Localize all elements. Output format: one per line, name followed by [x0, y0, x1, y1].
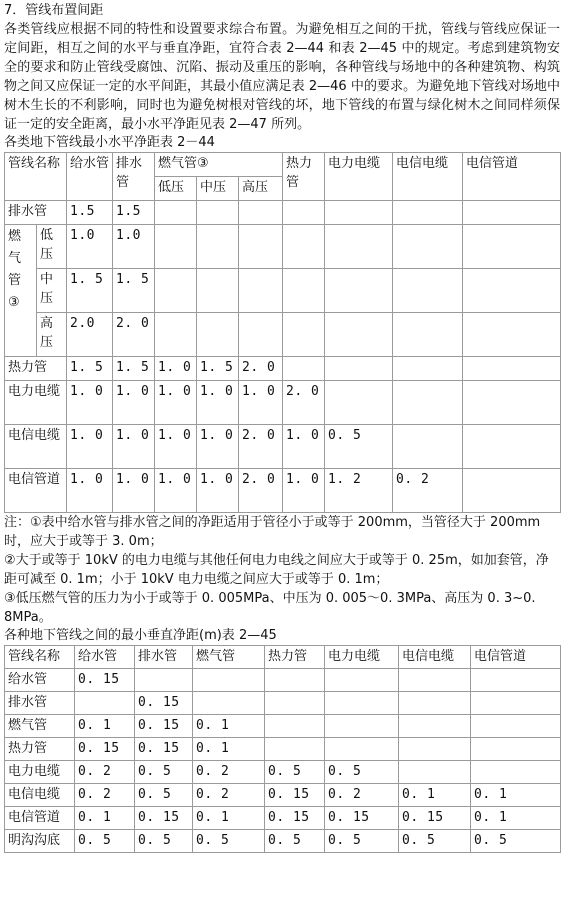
gas-group-char: 气	[8, 251, 22, 266]
gas-group-char: 管	[8, 273, 22, 288]
cell: 1. 5	[67, 269, 113, 313]
header-cell: 电信管道	[471, 646, 561, 669]
cell: 0. 2	[75, 761, 135, 784]
cell: 0. 1	[471, 784, 561, 807]
cell	[399, 715, 471, 738]
row-label: 电信管道	[5, 469, 67, 513]
cell	[399, 669, 471, 692]
header-gas-mid: 中压	[197, 177, 239, 201]
cell	[393, 313, 463, 357]
cell: 0. 15	[399, 807, 471, 830]
cell	[463, 313, 561, 357]
table-row	[5, 761, 561, 784]
cell: 0. 15	[75, 738, 135, 761]
row-label: 电信电缆	[5, 784, 75, 807]
table-row	[5, 469, 561, 513]
cell	[193, 692, 265, 715]
cell	[471, 738, 561, 761]
cell	[463, 357, 561, 381]
cell	[325, 715, 399, 738]
cell	[325, 201, 393, 225]
cell: 0. 2	[393, 469, 463, 513]
cell: 2. 0	[239, 425, 283, 469]
cell	[399, 692, 471, 715]
cell: 0. 5	[75, 830, 135, 853]
cell	[399, 738, 471, 761]
cell: 0. 5	[265, 830, 325, 853]
cell: 0. 15	[265, 807, 325, 830]
cell	[197, 225, 239, 269]
cell: 0. 5	[193, 830, 265, 853]
header-cell: 排水管	[135, 646, 193, 669]
cell	[325, 381, 393, 425]
cell: 0. 15	[135, 807, 193, 830]
header-heat: 热力管	[283, 153, 325, 201]
cell: 0. 15	[135, 692, 193, 715]
table-row	[5, 357, 561, 381]
cell: 1. 0	[155, 425, 197, 469]
cell: 0. 1	[399, 784, 471, 807]
gas-group-char: ③	[8, 295, 20, 310]
cell	[155, 269, 197, 313]
header-cell: 电力电缆	[325, 646, 399, 669]
header-cell: 给水管	[75, 646, 135, 669]
cell: 0. 15	[75, 669, 135, 692]
header-cell: 燃气管	[193, 646, 265, 669]
cell	[325, 269, 393, 313]
header-telecom-cable: 电信电缆	[393, 153, 463, 201]
cell: 0. 2	[75, 784, 135, 807]
cell: 0. 1	[471, 807, 561, 830]
gas-group-char: 燃	[8, 229, 22, 244]
cell: 0. 5	[135, 784, 193, 807]
cell	[197, 313, 239, 357]
cell	[393, 381, 463, 425]
table-row	[5, 830, 561, 853]
cell	[239, 201, 283, 225]
table-row	[5, 381, 561, 425]
note-1: 注：①表中给水管与排水管之间的净距适用于管径小于或等于 200mm，当管径大于 200mm 时，应大于或等于 3. 0m；	[4, 515, 541, 549]
cell	[155, 201, 197, 225]
cell: 1.5	[113, 201, 155, 225]
cell	[155, 313, 197, 357]
cell	[393, 225, 463, 269]
cell: 1. 2	[325, 469, 393, 513]
table-header-row	[5, 153, 561, 177]
cell	[75, 692, 135, 715]
table-row	[5, 715, 561, 738]
row-label: 电力电缆	[5, 761, 75, 784]
cell: 0. 15	[135, 715, 193, 738]
cell: 0. 15	[265, 784, 325, 807]
cell: 0. 5	[265, 761, 325, 784]
cell	[393, 201, 463, 225]
cell: 1.0	[113, 225, 155, 269]
cell	[393, 357, 463, 381]
cell	[463, 381, 561, 425]
row-label: 高压	[37, 313, 67, 357]
cell: 1. 0	[283, 469, 325, 513]
header-gas-low: 低压	[155, 177, 197, 201]
cell	[325, 738, 399, 761]
cell: 1.5	[67, 201, 113, 225]
row-label: 燃气管	[5, 715, 75, 738]
cell: 1.0	[67, 225, 113, 269]
section-title: 7．管线布置间距	[4, 3, 104, 18]
row-label: 电信电缆	[5, 425, 67, 469]
header-pipeline-name: 管线名称	[5, 153, 67, 201]
cell: 1. 0	[113, 469, 155, 513]
cell: 1. 5	[197, 357, 239, 381]
cell	[325, 313, 393, 357]
cell	[239, 225, 283, 269]
header-water-supply: 给水管	[67, 153, 113, 201]
row-label: 给水管	[5, 669, 75, 692]
row-label: 排水管	[5, 201, 67, 225]
cell: 0. 1	[193, 738, 265, 761]
cell	[135, 669, 193, 692]
cell: 1. 5	[113, 269, 155, 313]
cell: 2.0	[67, 313, 113, 357]
cell	[325, 692, 399, 715]
cell: 1. 5	[113, 357, 155, 381]
gas-group-label	[5, 225, 37, 357]
table1-caption: 各类地下管线最小水平净距表 2－44	[4, 135, 215, 150]
cell	[393, 269, 463, 313]
cell: 0. 1	[75, 715, 135, 738]
cell: 0. 5	[135, 761, 193, 784]
cell: 0. 15	[135, 738, 193, 761]
vertical-clearance-table	[4, 645, 561, 853]
cell	[471, 669, 561, 692]
header-gas-high: 高压	[239, 177, 283, 201]
table-row	[5, 738, 561, 761]
horizontal-clearance-table	[4, 152, 561, 513]
cell	[283, 201, 325, 225]
header-power-cable: 电力电缆	[325, 153, 393, 201]
cell	[471, 715, 561, 738]
cell	[265, 669, 325, 692]
cell: 1. 0	[155, 469, 197, 513]
cell: 0. 2	[193, 784, 265, 807]
cell: 0. 2	[193, 761, 265, 784]
header-gas: 燃气管③	[155, 153, 283, 177]
cell	[283, 269, 325, 313]
cell	[325, 357, 393, 381]
cell	[265, 738, 325, 761]
cell	[399, 761, 471, 784]
cell: 2. 0	[239, 469, 283, 513]
cell	[463, 225, 561, 269]
cell: 0. 5	[399, 830, 471, 853]
table-row	[5, 692, 561, 715]
cell: 1. 0	[197, 425, 239, 469]
table-row	[5, 784, 561, 807]
cell	[463, 425, 561, 469]
cell	[239, 269, 283, 313]
row-label: 电力电缆	[5, 381, 67, 425]
cell	[283, 357, 325, 381]
cell: 0. 5	[471, 830, 561, 853]
table-row	[5, 313, 561, 357]
cell: 0. 15	[325, 807, 399, 830]
cell: 0. 1	[193, 807, 265, 830]
cell: 1. 0	[239, 381, 283, 425]
row-label: 排水管	[5, 692, 75, 715]
section-paragraph: 各类管线应根据不同的特性和设置要求综合布置。为避免相互之间的干扰，管线与管线应保证一定间距，相互之间的水平与垂直净距，宜符合表 2—44 和表 2—45 中的规定。考虑到建筑物安全的要求和防止管线受腐蚀、沉陷、振动及重压的影响，各种管线与场地中的各种建筑物、构筑物之间又应保证一定的水平间距，其最小值应满足表 2—46 中的要求。为避免地下管线对场地中树木生长的不利影响，同时也为避免树根对管线的坏，地下管线的布置与绿化树木之间同样须保证一定的安全距离，最小水平净距见表 2—47 所列。	[4, 22, 560, 132]
row-label: 热力管	[5, 738, 75, 761]
cell: 1. 0	[113, 425, 155, 469]
cell: 0. 5	[325, 830, 399, 853]
cell: 0. 5	[135, 830, 193, 853]
row-label: 低压	[37, 225, 67, 269]
cell: 1. 0	[67, 381, 113, 425]
cell	[393, 425, 463, 469]
header-drainage: 排水管	[113, 153, 155, 201]
cell: 0. 1	[193, 715, 265, 738]
header-cell: 电信电缆	[399, 646, 471, 669]
cell: 1. 0	[67, 469, 113, 513]
table-row	[5, 225, 561, 269]
row-label: 中压	[37, 269, 67, 313]
table-row	[5, 807, 561, 830]
row-label: 明沟沟底	[5, 830, 75, 853]
cell	[325, 225, 393, 269]
table-row	[5, 425, 561, 469]
row-label: 电信管道	[5, 807, 75, 830]
header-cell: 热力管	[265, 646, 325, 669]
cell	[197, 269, 239, 313]
cell	[265, 715, 325, 738]
cell	[283, 313, 325, 357]
cell: 2. 0	[113, 313, 155, 357]
cell	[283, 225, 325, 269]
cell: 0. 5	[325, 761, 399, 784]
cell	[239, 313, 283, 357]
header-cell: 管线名称	[5, 646, 75, 669]
table-row	[5, 201, 561, 225]
cell: 1. 0	[283, 425, 325, 469]
cell: 1. 0	[67, 425, 113, 469]
table-row	[5, 669, 561, 692]
cell	[325, 669, 399, 692]
note-3: ③低压燃气管的压力为小于或等于 0. 005MPa、中压为 0. 005～0. 3MPa、高压为 0. 3~0. 8MPa。	[4, 591, 536, 625]
cell: 1. 0	[155, 381, 197, 425]
row-label: 热力管	[5, 357, 67, 381]
cell: 0. 1	[75, 807, 135, 830]
cell	[463, 469, 561, 513]
cell	[471, 761, 561, 784]
cell	[463, 201, 561, 225]
cell	[193, 669, 265, 692]
header-telecom-duct: 电信管道	[463, 153, 561, 201]
cell: 1. 0	[197, 381, 239, 425]
table-notes	[4, 513, 560, 627]
cell: 1. 0	[197, 469, 239, 513]
cell: 1. 5	[67, 357, 113, 381]
cell: 0. 2	[325, 784, 399, 807]
cell: 2. 0	[283, 381, 325, 425]
cell	[155, 225, 197, 269]
note-2: ②大于或等于 10kV 的电力电缆与其他任何电力电线之间应大于或等于 0. 25m，如加套管，净距可减至 0. 1m；小于 10kV 电力电缆之间应大于或等于 0. 1m；	[4, 553, 549, 587]
cell	[265, 692, 325, 715]
cell: 2. 0	[239, 357, 283, 381]
cell	[463, 269, 561, 313]
cell: 0. 5	[325, 425, 393, 469]
cell	[471, 692, 561, 715]
cell: 1. 0	[155, 357, 197, 381]
table2-caption: 各种地下管线之间的最小垂直净距(m)表 2—45	[4, 628, 277, 643]
cell	[197, 201, 239, 225]
table-header-row	[5, 646, 561, 669]
table-row	[5, 269, 561, 313]
cell: 1. 0	[113, 381, 155, 425]
